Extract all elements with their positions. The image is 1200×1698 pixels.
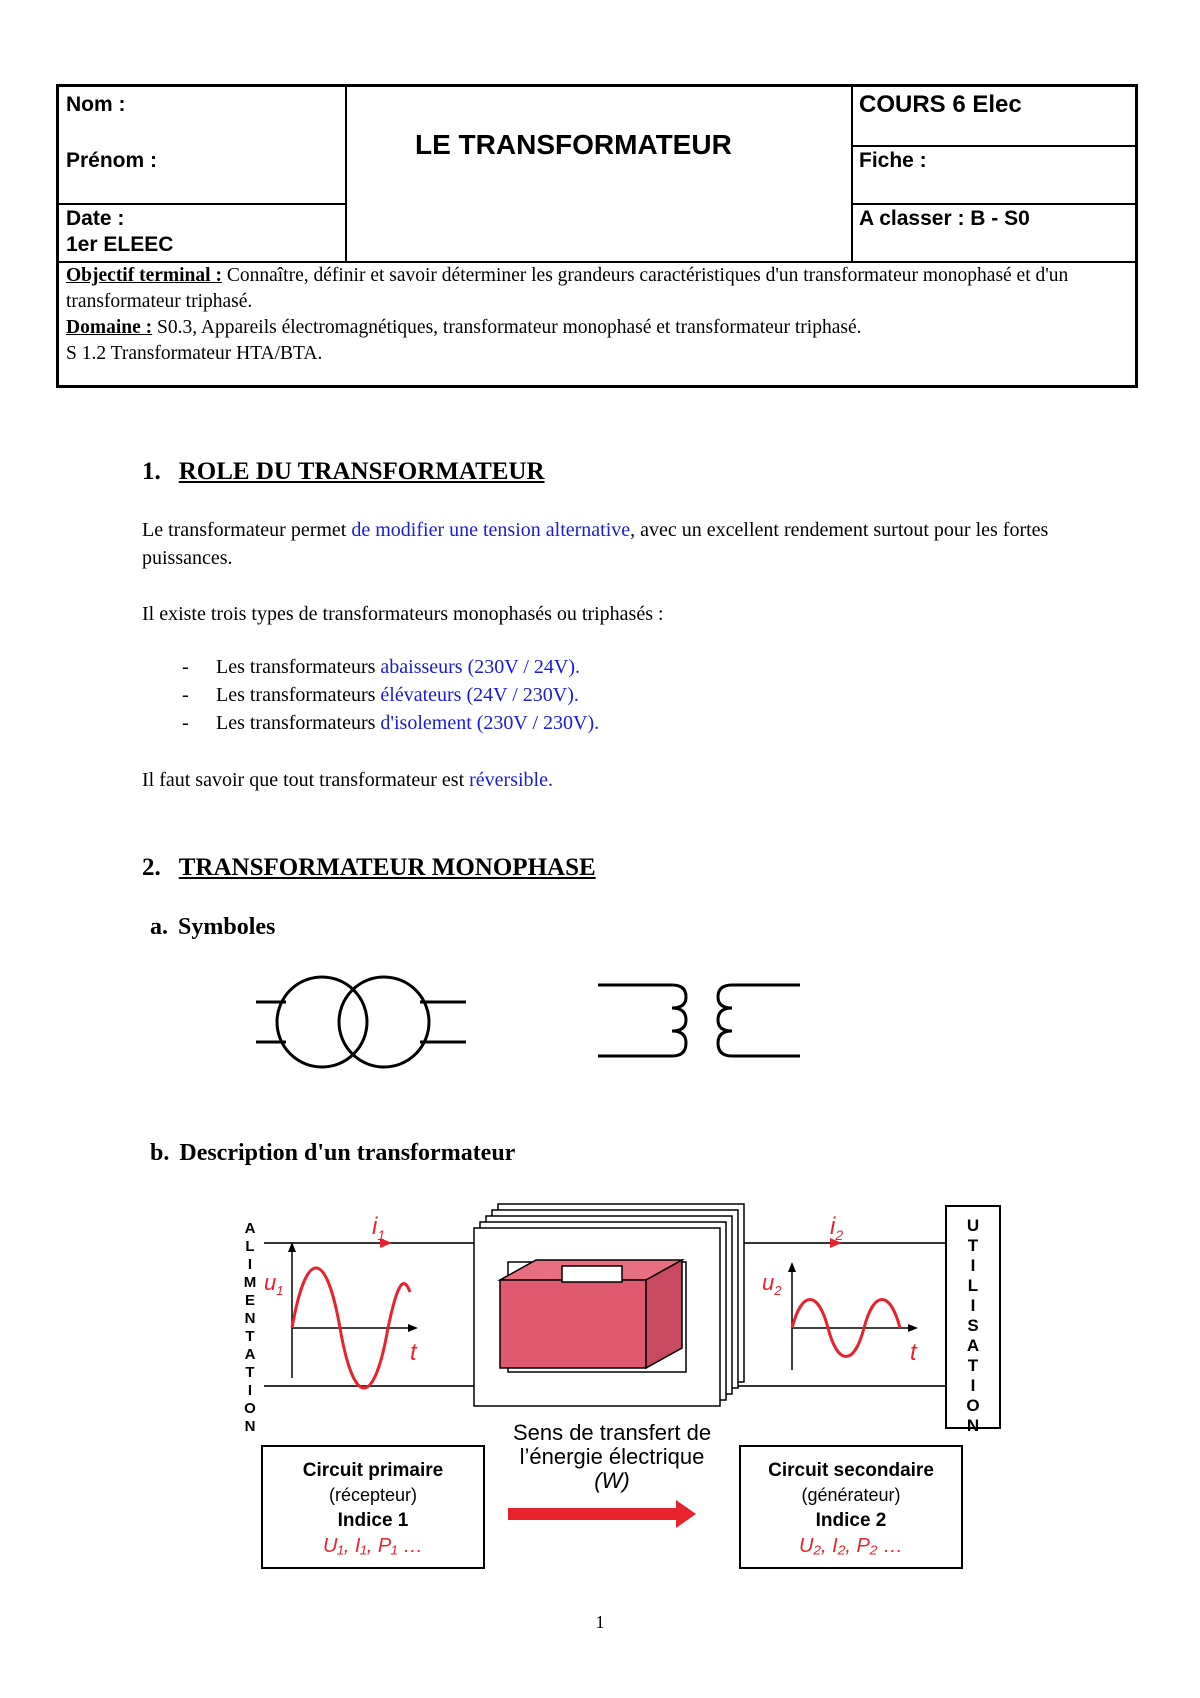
t-label-secondary: t bbox=[910, 1339, 917, 1366]
subsection-b-heading bbox=[150, 1140, 515, 1167]
section2-heading bbox=[142, 854, 596, 882]
transfer-arrow bbox=[508, 1500, 696, 1528]
cours-label: COURS 6 Elec bbox=[859, 91, 1022, 118]
p1-text-a: Le transformateur permet bbox=[142, 519, 352, 541]
class-label: 1er ELEEC bbox=[66, 233, 174, 256]
subsection-a-heading bbox=[150, 914, 275, 941]
list-item-blue: élévateurs (24V / 230V). bbox=[380, 684, 579, 706]
transformer-diagram bbox=[0, 1200, 1200, 1580]
page-title: LE TRANSFORMATEUR bbox=[415, 129, 732, 160]
transformer-symbols bbox=[0, 960, 1200, 1080]
i2-label: $i_2$ bbox=[830, 1213, 844, 1243]
list-item-blue: d'isolement (230V / 230V). bbox=[380, 712, 600, 734]
page-number: 1 bbox=[595, 1612, 605, 1632]
list-item-prefix: Les transformateurs bbox=[216, 656, 381, 678]
section1-title: ROLE DU TRANSFORMATEUR bbox=[178, 458, 545, 485]
section1-paragraph3 bbox=[142, 766, 1132, 794]
circles-symbol bbox=[256, 977, 466, 1067]
section2-title: TRANSFORMATEUR MONOPHASE bbox=[178, 854, 596, 881]
transfer-line3: (W) bbox=[594, 1468, 630, 1493]
subsection-a-title: Symboles bbox=[178, 914, 276, 940]
u1-label: $u_1$ bbox=[264, 1270, 284, 1298]
core-windings bbox=[500, 1260, 682, 1368]
p1-text-b: , avec un excellent rendement surtout pour les fortes puissances. bbox=[142, 519, 1049, 569]
fiche-label: Fiche : bbox=[859, 149, 927, 172]
primary-index: Indice 1 bbox=[337, 1510, 409, 1531]
list-item-prefix: Les transformateurs bbox=[216, 712, 381, 734]
nom-label: Nom : bbox=[66, 93, 126, 116]
primary-vars: U₁, I₁, P₁ … bbox=[322, 1535, 424, 1557]
t-label-primary: t bbox=[410, 1339, 417, 1366]
primary-role: (récepteur) bbox=[328, 1485, 418, 1505]
classer-label: A classer : B - S0 bbox=[859, 207, 1030, 230]
utilisation-label: UTILISATION bbox=[963, 1216, 983, 1436]
date-label: Date : bbox=[66, 207, 125, 230]
u2-label: $u_2$ bbox=[762, 1270, 782, 1298]
secondary-circle bbox=[339, 977, 429, 1067]
secondary-vars: U₂, I₂, P₂ … bbox=[798, 1535, 904, 1557]
section2-number: 2. bbox=[142, 854, 161, 881]
header-table bbox=[56, 84, 1138, 388]
objectives-block bbox=[66, 263, 1132, 367]
domaine-text: S0.3, Appareils électromagnétiques, transformateur monophasé et transformateur triphasé. bbox=[152, 317, 862, 338]
prenom-label: Prénom : bbox=[66, 149, 158, 172]
objectif-label: Objectif terminal : bbox=[66, 265, 222, 286]
p3-text-blue: réversible. bbox=[469, 769, 553, 791]
transfer-line2: l’énergie électrique bbox=[519, 1444, 705, 1469]
coils-symbol bbox=[598, 985, 800, 1056]
s12-text: S 1.2 Transformateur HTA/BTA. bbox=[66, 343, 323, 364]
section1-paragraph1 bbox=[142, 516, 1132, 572]
subsection-b-letter: b. bbox=[150, 1140, 170, 1166]
secondary-title: Circuit secondaire bbox=[768, 1460, 934, 1481]
domaine-label: Domaine : bbox=[66, 317, 153, 338]
objectif-text: Connaître, définir et savoir déterminer les grandeurs caractéristiques d'un transformateur monophasé et d'un transformateur triphasé. bbox=[66, 265, 1069, 312]
transfer-line1: Sens de transfert de bbox=[512, 1420, 712, 1445]
p3-text: Il faut savoir que tout transformateur est bbox=[142, 769, 470, 791]
section1-heading bbox=[142, 458, 545, 486]
primary-title: Circuit primaire bbox=[302, 1460, 444, 1481]
list-item-blue: abaisseurs (230V / 24V). bbox=[380, 656, 580, 678]
subsection-b-title: Description d'un transformateur bbox=[179, 1140, 516, 1166]
i1-label: $i_1$ bbox=[372, 1213, 386, 1243]
alimentation-label: ALIMENTATION bbox=[241, 1220, 259, 1436]
section1-paragraph2: Il existe trois types de transformateurs monophasés ou triphasés : bbox=[142, 603, 664, 625]
secondary-role: (générateur) bbox=[801, 1485, 901, 1505]
subsection-a-letter: a. bbox=[150, 914, 168, 940]
section1-number: 1. bbox=[142, 458, 161, 485]
p1-text-blue: de modifier une tension alternative bbox=[351, 519, 631, 541]
list-item-prefix: Les transformateurs bbox=[216, 684, 381, 706]
secondary-index: Indice 2 bbox=[815, 1510, 887, 1531]
